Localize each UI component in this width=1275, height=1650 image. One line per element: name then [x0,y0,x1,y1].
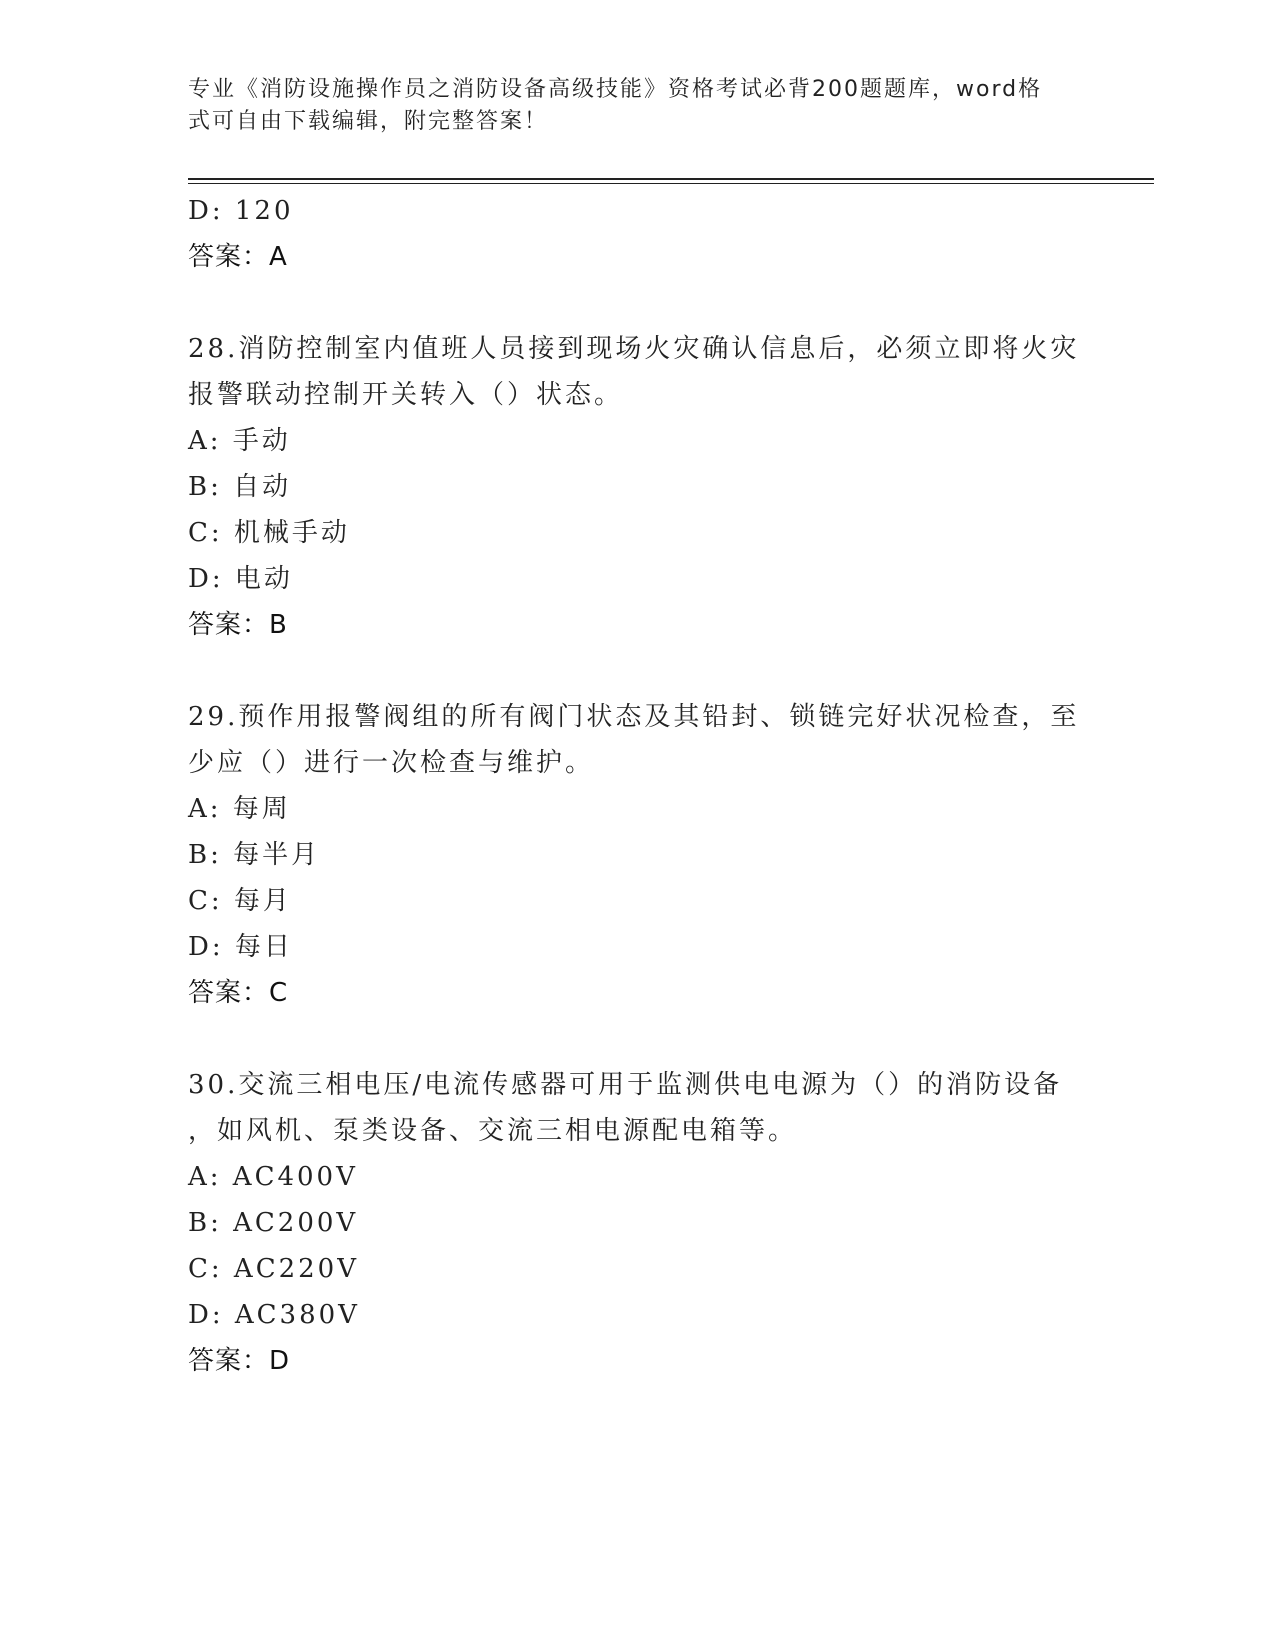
option-d: D: 电动 [188,564,293,594]
header-divider-thick [188,178,1154,180]
question-stem-line-1: 28.消防控制室内值班人员接到现场火灾确认信息后，必须立即将火灾 [188,334,1080,364]
document-body [188,188,1088,1384]
option-b: B: AC200V [188,1208,359,1238]
option-a: A: 手动 [188,426,291,456]
answer: 答案：D [188,1346,291,1376]
page-header [188,74,1068,138]
question-30 [188,1062,1088,1384]
option-c: C: AC220V [188,1254,359,1284]
question-28 [188,326,1088,648]
question-29 [188,694,1088,1016]
carryover-answer: 答案：A [188,242,288,272]
option-b: B: 每半月 [188,840,321,870]
spacer [188,280,1088,326]
answer: 答案：B [188,610,288,640]
option-a: A: AC400V [188,1162,358,1192]
question-stem-line-1: 30.交流三相电压/电流传感器可用于监测供电电源为（）的消防设备 [188,1070,1063,1100]
answer: 答案：C [188,978,289,1008]
spacer [188,648,1088,694]
question-stem-line-2: 少应（）进行一次检查与维护。 [188,748,595,778]
option-d: D: 每日 [188,932,293,962]
header-line-2: 式可自由下载编辑，附完整答案！ [188,109,549,134]
header-line-1: 专业《消防设施操作员之消防设备高级技能》资格考试必背200题题库，word格 [188,77,1043,102]
option-a: A: 每周 [188,794,291,824]
carryover-option-d: D: 120 [188,196,294,226]
header-divider-thin [188,183,1154,184]
option-d: D: AC380V [188,1300,360,1330]
option-c: C: 每月 [188,886,292,916]
question-stem-line-1: 29.预作用报警阀组的所有阀门状态及其铅封、锁链完好状况检查，至 [188,702,1080,732]
question-stem-line-2: 报警联动控制开关转入（）状态。 [188,380,624,410]
option-c: C: 机械手动 [188,518,350,548]
option-b: B: 自动 [188,472,292,502]
question-stem-line-2: ，如风机、泵类设备、交流三相电源配电箱等。 [188,1116,798,1146]
spacer [188,1016,1088,1062]
